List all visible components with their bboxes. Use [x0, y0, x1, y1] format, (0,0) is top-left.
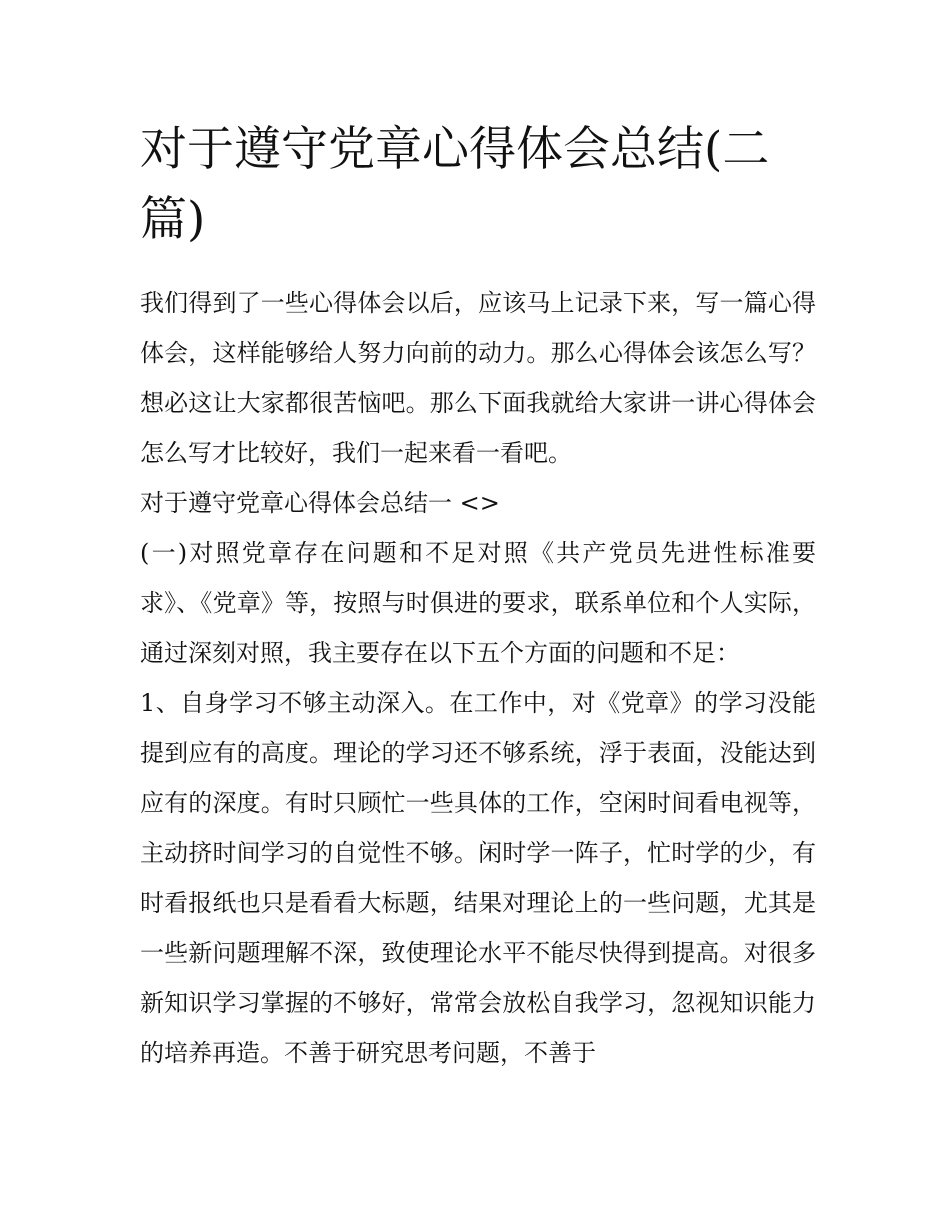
section-heading: 对于遵守党章心得体会总结一 <> — [140, 489, 500, 517]
document-title: 对于遵守党章心得体会总结(二篇) — [140, 122, 770, 247]
paragraph-problems-overview: (一)对照党章存在问题和不足对照《共产党员先进性标准要求》、《党章》等，按照与时俱进的要求，联系单位和个人实际，通过深刻对照，我主要存在以下五个方面的问题和不足： — [140, 539, 816, 667]
paragraph-study-issues: 1、自身学习不够主动深入。在工作中，对《党章》的学习没能提到应有的高度。理论的学习还不够系统，浮于表面，没能达到应有的深度。有时只顾忙一些具体的工作，空闲时间看电视等，主动挤时间学习的自觉性不够。闲时学一阵子，忙时学的少，有时看报纸也只是看看大标题，结果对理论上的一些问题，尤其是一些新问题理解不深，致使理论水平不能尽快得到提高。对很多新知识学习掌握的不够好，常常会放松自我学习，忽视知识能力的培养再造。不善于研究思考问题，不善于 — [140, 689, 816, 1067]
document-body — [140, 115, 816, 1078]
intro-paragraph: 我们得到了一些心得体会以后，应该马上记录下来，写一篇心得体会，这样能够给人努力向前的动力。那么心得体会该怎么写？想必这让大家都很苦恼吧。那么下面我就给大家讲一讲心得体会怎么写才比较好，我们一起来看一看吧。 — [140, 289, 816, 467]
